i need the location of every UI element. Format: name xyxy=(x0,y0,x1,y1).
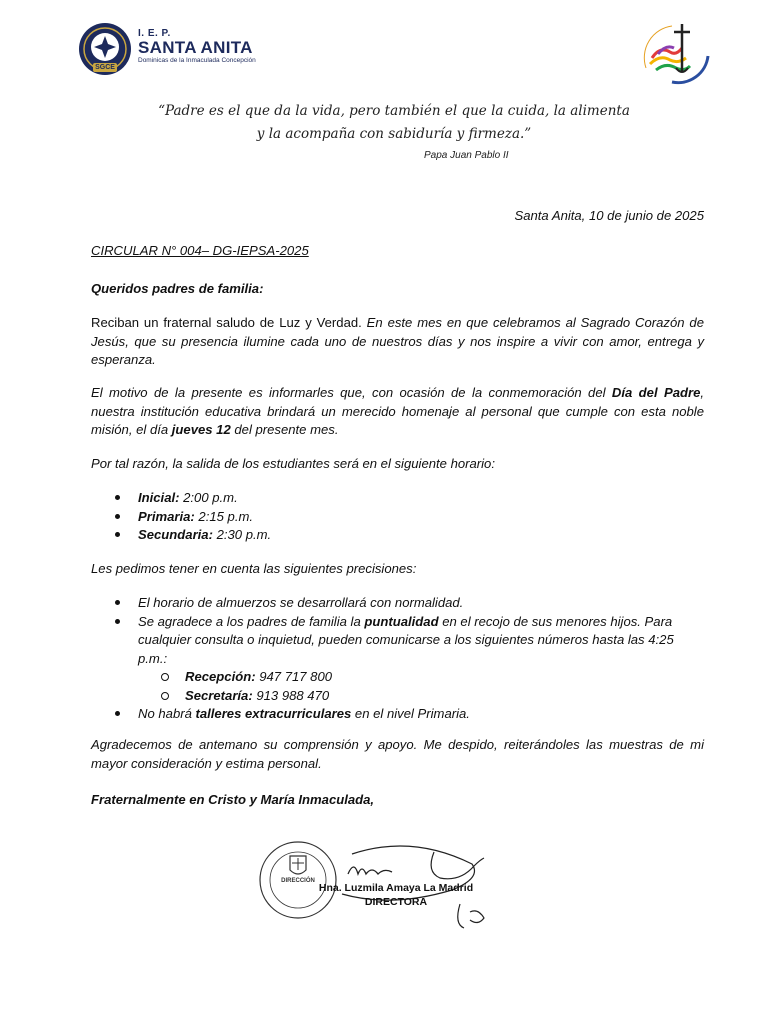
paragraph-purpose xyxy=(91,384,704,440)
note-punctuality-bold: puntualidad xyxy=(364,613,439,629)
signature-block xyxy=(256,834,496,934)
paragraph-farewell: Agradecemos de antemano su comprensión y apoyo. Me despido, reiterándoles las muestras de mi mayor consideración y estima personal. xyxy=(91,737,704,771)
circle-bullet-icon xyxy=(161,692,169,700)
purpose-text-c: del presente mes. xyxy=(230,422,339,437)
schedule-list xyxy=(91,489,711,545)
purpose-bold-date: jueves 12 xyxy=(171,422,231,437)
signatory-title: DIRECTORA xyxy=(364,896,428,908)
contact-list xyxy=(138,668,704,705)
purpose-text-b: , nuestra institución educativa brindará un merecido homenaje al personal que cumple con esta noble misión, el día xyxy=(91,385,705,437)
schedule-time: 2:30 p.m. xyxy=(212,527,272,542)
jubileo-logo-icon xyxy=(632,18,716,88)
bullet-icon xyxy=(115,600,120,605)
paragraph-notes-intro: Les pedimos tener en cuenta las siguientes precisiones: xyxy=(91,561,417,576)
notes-list xyxy=(91,594,704,724)
schedule-time: 2:00 p.m. xyxy=(179,490,238,505)
paragraph-schedule-intro: Por tal razón, la salida de los estudiantes será en el siguiente horario: xyxy=(91,456,495,471)
bullet-icon xyxy=(115,711,120,716)
purpose-text-a: El motivo de la presente es informarles que, con ocasión de la conmemoración del xyxy=(91,385,612,400)
schedule-level: Secundaria: xyxy=(138,527,213,542)
brand-name: SANTA ANITA xyxy=(138,38,253,57)
note-item xyxy=(91,594,704,613)
circle-bullet-icon xyxy=(161,673,169,681)
bullet-icon xyxy=(115,514,120,519)
schedule-time: 2:15 p.m. xyxy=(194,508,254,524)
quote-line-1: “Padre es el que da la vida, pero también el que la cuida, la alimenta xyxy=(158,103,630,119)
note-punctuality-b: en el recojo de sus menores hijos. Para cualquier consulta o inquietud, pueden comunicarse a los siguientes números hasta las 4:25 p.m.: xyxy=(138,613,674,666)
brand-subtitle: Dominicas de la Inmaculada Concepción xyxy=(138,57,256,64)
seal-label: SGCE xyxy=(95,64,115,71)
note-workshops-b: en el nivel Primaria. xyxy=(351,706,470,721)
schedule-level: Inicial: xyxy=(138,490,180,505)
quote-line-2: y la acompaña con sabiduría y firmeza.” xyxy=(256,126,532,142)
stamp-label: DIRECCIÓN xyxy=(281,878,315,884)
note-item xyxy=(91,613,704,706)
schedule-item xyxy=(91,489,711,508)
note-workshops-a: No habrá xyxy=(138,706,196,721)
bullet-icon xyxy=(115,619,120,624)
signatory-name: Hna. Luzmila Amaya La Madrid xyxy=(318,882,474,894)
bullet-icon xyxy=(115,495,120,500)
contact-item xyxy=(138,687,704,706)
contact-label: Secretaría: xyxy=(185,687,253,703)
closing-line: Fraternalmente en Cristo y María Inmaculada, xyxy=(91,792,375,807)
school-brand xyxy=(138,28,256,64)
welcome-roman: Reciban un fraternal saludo de Luz y Verdad. xyxy=(91,315,362,330)
schedule-item xyxy=(91,508,711,527)
note-punctuality-a: Se agradece a los padres de familia la xyxy=(138,613,365,629)
schedule-item xyxy=(91,526,711,545)
brand-iep: I. E. P. xyxy=(138,28,171,39)
contact-number: 947 717 800 xyxy=(255,669,333,684)
contact-item xyxy=(138,668,704,687)
schedule-level: Primaria: xyxy=(138,508,195,524)
contact-number: 913 988 470 xyxy=(252,687,330,703)
contact-label: Recepción: xyxy=(185,669,256,684)
paragraph-welcome xyxy=(91,314,704,370)
bullet-icon xyxy=(115,532,120,537)
greeting: Queridos padres de familia: xyxy=(91,281,264,296)
quote-author: Papa Juan Pablo II xyxy=(424,150,509,161)
note-lunch: El horario de almuerzos se desarrollará con normalidad. xyxy=(138,595,464,610)
welcome-italic: En este mes en que celebramos al Sagrado Corazón de Jesús, que su presencia ilumine cada uno de nuestros días y nos inspire a vivir con amor, entrega y esperanza. xyxy=(91,315,704,367)
note-workshops-bold: talleres extracurriculares xyxy=(195,706,352,721)
circular-number: CIRCULAR N° 004– DG-IEPSA-2025 xyxy=(91,243,309,258)
purpose-bold-dia-padre: Día del Padre xyxy=(611,385,701,400)
letter-date: Santa Anita, 10 de junio de 2025 xyxy=(514,208,704,223)
note-item xyxy=(91,705,704,724)
